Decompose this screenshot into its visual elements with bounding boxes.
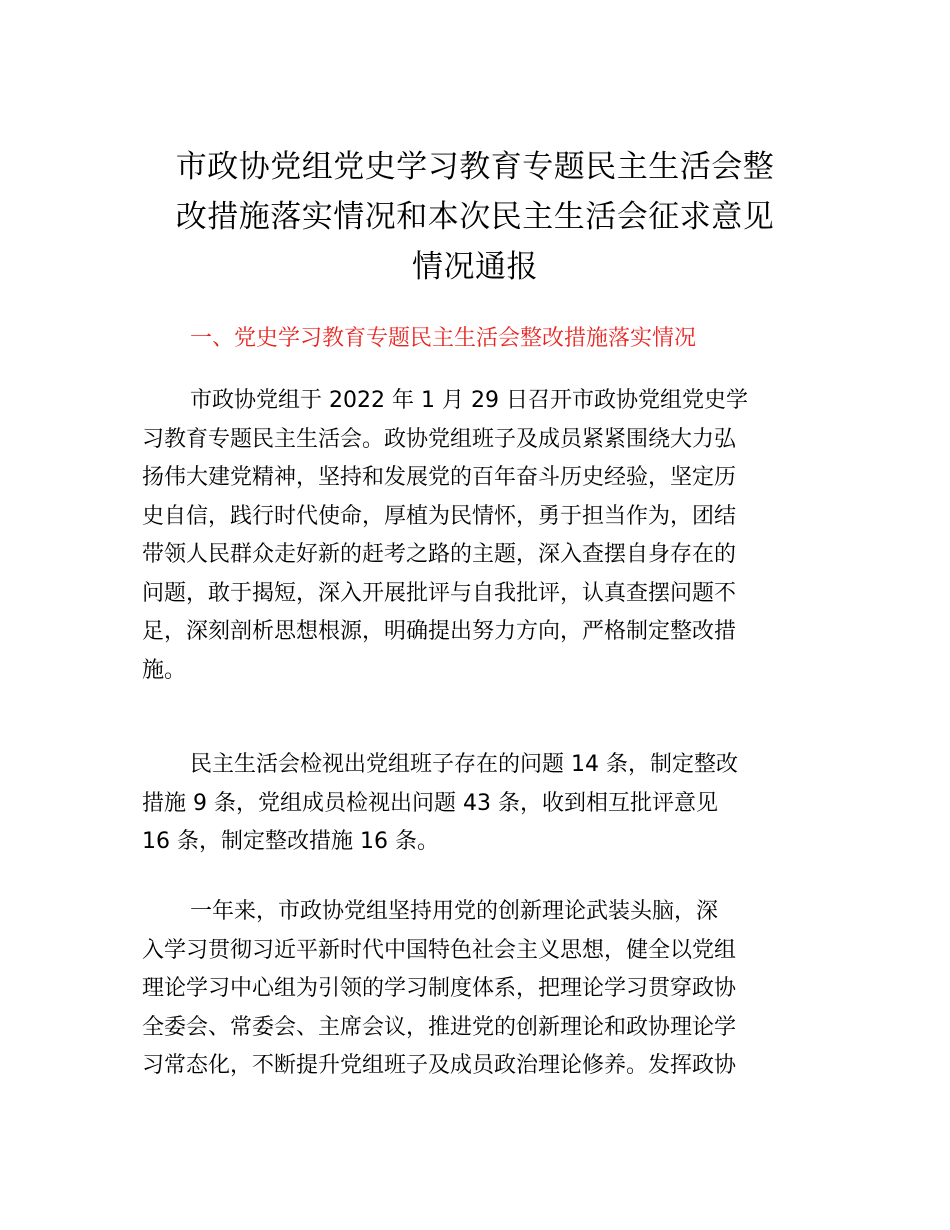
title-line: 市政协党组党史学习教育专题民主生活会整	[175, 149, 775, 185]
document-title	[120, 142, 830, 292]
paragraph-line: 史自信，践行时代使命，厚植为民情怀，勇于担当作为，团结	[142, 503, 737, 529]
paragraph-line: 习教育专题民主生活会。政协党组班子及成员紧紧围绕大力弘	[142, 426, 737, 452]
paragraph-line: 问题，敢于揭短，深入开展批评与自我批评，认真查摆问题不	[142, 580, 737, 606]
paragraph-line: 一年来，市政协党组坚持用党的创新理论武装头脑，深	[190, 899, 719, 924]
title-line: 情况通报	[412, 249, 538, 285]
paragraph-line: 16 条，制定整改措施 16 条。	[142, 829, 439, 854]
paragraph-line: 措施 9 条，党组成员检视出问题 43 条，收到相互批评意见	[142, 790, 718, 816]
paragraph-line: 市政协党组于 2022 年 1 月 29 日召开市政协党组党史学	[190, 388, 748, 413]
paragraph-line: 足，深刻剖析思想根源，明确提出努力方向，严格制定整改措	[142, 619, 737, 644]
paragraph-line: 全委会、常委会、主席会议，推进党的创新理论和政协理论学	[142, 1014, 737, 1040]
paragraph-2	[142, 746, 822, 862]
section-heading: 一、党史学习教育专题民主生活会整改措施落实情况	[190, 326, 697, 351]
paragraph-3	[142, 893, 822, 1086]
paragraph-line: 理论学习中心组为引领的学习制度体系，把理论学习贯穿政协	[142, 976, 737, 1001]
paragraph-line: 民主生活会检视出党组班子存在的问题 14 条，制定整改	[190, 752, 738, 777]
paragraph-line: 扬伟大建党精神，坚持和发展党的百年奋斗历史经验，坚定历	[142, 465, 737, 490]
title-line: 改措施落实情况和本次民主生活会征求意见	[175, 199, 775, 235]
paragraph-1	[142, 382, 822, 690]
paragraph-line: 入学习贯彻习近平新时代中国特色社会主义思想，健全以党组	[142, 937, 737, 963]
paragraph-line: 施。	[142, 657, 187, 683]
paragraph-line: 习常态化，不断提升党组班子及成员政治理论修养。发挥政协	[142, 1053, 737, 1078]
paragraph-line: 带领人民群众走好新的赶考之路的主题，深入查摆自身存在的	[142, 542, 737, 567]
